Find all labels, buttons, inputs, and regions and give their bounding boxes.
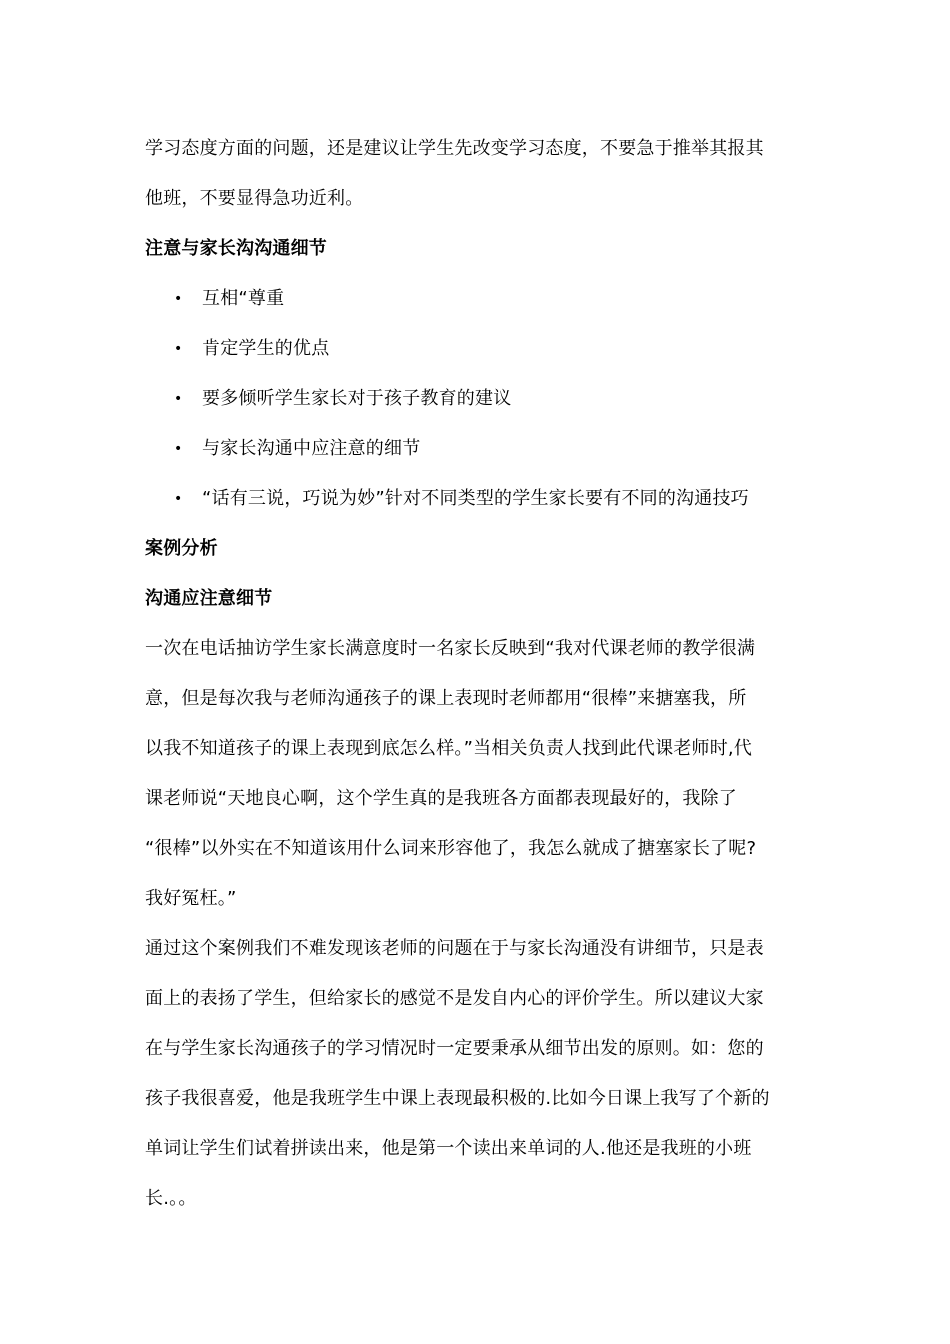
- section-heading-communication-details: 注意与家长沟沟通细节: [145, 238, 327, 259]
- bullet-icon: •: [174, 491, 183, 507]
- list-item: [145, 274, 807, 324]
- list-item-text: 肯定学生的优点: [202, 338, 330, 359]
- case-paragraph: [145, 624, 807, 924]
- section-heading-case-analysis: 案例分析: [145, 538, 218, 559]
- paragraph-line: 一次在电话抽访学生家长满意度时一名家长反映到“我对代课老师的教学很满: [145, 638, 756, 659]
- conclusion-paragraph: [145, 924, 807, 1224]
- section-heading-attention-details: 沟通应注意细节: [145, 588, 273, 609]
- bullet-icon: •: [174, 291, 183, 307]
- paragraph-line: “很棒”以外实在不知道该用什么词来形容他了，我怎么就成了搪塞家长了呢?: [145, 838, 757, 859]
- list-item: [145, 474, 807, 524]
- bullet-icon: •: [174, 441, 183, 457]
- bullet-icon: •: [174, 341, 183, 357]
- paragraph-line: 学习态度方面的问题，还是建议让学生先改变学习态度，不要急于推举其报其: [145, 138, 764, 159]
- list-item-text: 互相“尊重: [202, 288, 285, 309]
- document-page: [145, 124, 807, 1224]
- communication-tips-list: [145, 274, 807, 524]
- paragraph-line: 我好冤枉。”: [145, 888, 237, 909]
- intro-paragraph: [145, 124, 807, 224]
- paragraph-line: 意，但是每次我与老师沟通孩子的课上表现时老师都用“很棒”来搪塞我，所: [145, 688, 747, 709]
- paragraph-line: 课老师说“天地良心啊，这个学生真的是我班各方面都表现最好的，我除了: [145, 788, 737, 809]
- list-item-text: 要多倾听学生家长对于孩子教育的建议: [202, 388, 512, 409]
- paragraph-line: 通过这个案例我们不难发现该老师的问题在于与家长沟通没有讲细节，只是表: [145, 938, 764, 959]
- bullet-icon: •: [174, 391, 183, 407]
- paragraph-line: 单词让学生们试着拼读出来，他是第一个读出来单词的人.他还是我班的小班: [145, 1138, 752, 1159]
- paragraph-line: 他班，不要显得急功近利。: [145, 188, 364, 209]
- paragraph-line: 以我不知道孩子的课上表现到底怎么样。”当相关负责人找到此代课老师时,代: [145, 738, 753, 759]
- paragraph-line: 孩子我很喜爱，他是我班学生中课上表现最积极的.比如今日课上我写了个新的: [145, 1088, 770, 1109]
- paragraph-line: 在与学生家长沟通孩子的学习情况时一定要秉承从细节出发的原则。如：您的: [145, 1038, 764, 1059]
- paragraph-line: 长.。。: [145, 1188, 197, 1209]
- list-item: [145, 424, 807, 474]
- list-item: [145, 324, 807, 374]
- list-item: [145, 374, 807, 424]
- list-item-text: 与家长沟通中应注意的细节: [202, 438, 421, 459]
- list-item-text: “话有三说，巧说为妙”针对不同类型的学生家长要有不同的沟通技巧: [202, 488, 749, 509]
- paragraph-line: 面上的表扬了学生，但给家长的感觉不是发自内心的评价学生。所以建议大家: [145, 988, 764, 1009]
